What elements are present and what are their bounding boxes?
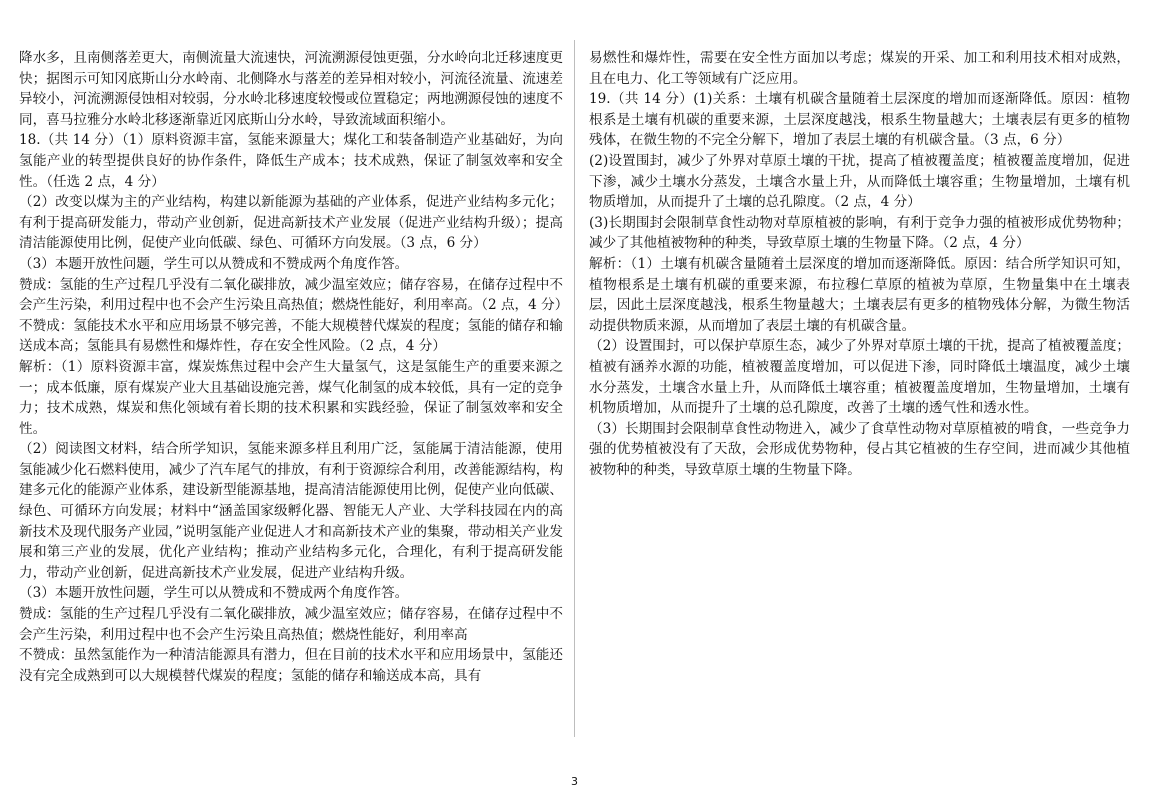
paragraph: 赞成：氢能的生产过程几乎没有二氧化碳排放，减少温室效应；储存容易，在储存过程中不会产生污染，利用过程中也不会产生污染且高热值；燃烧性能好，利用率高。（2 点，4 分） <box>19 276 569 314</box>
paragraph: 降水多，且南侧落差更大，南侧流量大流速快，河流溯源侵蚀更强，分水岭向北迁移速度更快；据图示可知冈底斯山分水岭南、北侧降水与落差的差异相对较小，河流径流量、流速差异较小，河流溯源侵蚀相对较弱，分水岭北移速度较慢或位置稳定；两地溯源侵蚀的速度不同，喜马拉雅分水岭北移逐渐靠近冈底斯山分水岭，导致流域面积缩小。 <box>19 50 563 128</box>
page-number: 3 <box>571 775 578 788</box>
paragraph: （2）设置围封，可以保护草原生态，减少了外界对草原土壤的干扰，提高了植被覆盖度；植被有涵养水源的功能，植被覆盖度增加，可以促进下渗，同时降低土壤温度，减少土壤水分蒸发，土壤含水量上升，从而降低土壤容重；植被覆盖度增加，生物量增加，土壤有机物质增加，从而提升了土壤的总孔隙度，改善了土壤的透气性和透水性。 <box>589 338 1130 417</box>
paragraph: （3）本题开放性问题，学生可以从赞成和不赞成两个角度作答。 <box>19 585 409 602</box>
column-divider <box>574 40 575 737</box>
paragraph: (2)设置围封，减少了外界对草原土壤的干扰，提高了植被覆盖度；植被覆盖度增加，促进下渗，减少土壤水分蒸发，土壤含水量上升，从而降低土壤容重；生物量增加，土壤有机物质增加，从而提升了土壤的总孔隙度。（2 点，4 分） <box>589 152 1130 211</box>
paragraph: 解析：（1）原料资源丰富，煤炭炼焦过程中会产生大量氢气，这是氢能生产的重要来源之一；成本低廉，原有煤炭产业大且基础设施完善，煤气化制氢的成本较低，具有一定的竞争力；技术成熟，煤炭和焦化领域有着长期的技术积累和实践经验，保证了制氢效率和安全性。 <box>19 358 563 437</box>
paragraph: （2）阅读图文材料，结合所学知识，氢能来源多样且利用广泛，氢能属于清洁能源，使用氢能减少化石燃料使用，减少了汽车尾气的排放，有利于资源综合利用，改善能源结构，构建多元化的能源产业体系，建设新型能源基地，提高清洁能源使用比例，促使产业向低碳、绿色、可循环方向发展；材料中“涵盖国家级孵化器、智能无人产业、大学科技园在内的高新技术及现代服务产业园，”说明氢能产业促进人才和高新技术产业的集聚，带动相关产业发展和第三产业的发展，优化产业结构；推动产业结构多元化，合理化，有利于提高研发能力，带动产业创新，促进高新技术产业发展，促进产业结构升级。 <box>19 441 563 581</box>
paragraph: 不赞成：氢能技术水平和应用场景不够完善，不能大规模替代煤炭的程度；氢能的储存和输送成本高；氢能具有易燃性和爆炸性，存在安全性风险。（2 点，4 分） <box>19 317 563 355</box>
paragraph: 赞成：氢能的生产过程几乎没有二氧化碳排放，减少温室效应；储存容易，在储存过程中不会产生污染，利用过程中也不会产生污染且高热值；燃烧性能好，利用率高 <box>19 606 563 643</box>
paragraph: （2）改变以煤为主的产业结构，构建以新能源为基础的产业体系，促进产业结构多元化；有利于提高研发能力，带动产业创新，促进高新技术产业发展（促进产业结构升级）；提高清洁能源使用比例，促使产业向低碳、绿色、可循环方向发展。（3 点，6 分） <box>19 194 563 252</box>
paragraph: 18.（共 14 分）（1）原料资源丰富，氢能来源量大；煤化工和装备制造产业基础好，为向氢能产业的转型提供良好的协作条件，降低生产成本；技术成熟，保证了制氢效率和安全性。（任选 2 点，4 分） <box>19 132 563 190</box>
paragraph: 易燃性和爆炸性，需要在安全性方面加以考虑；煤炭的开采、加工和利用技术相对成熟，且在电力、化工等领域有广泛应用。 <box>589 50 1130 87</box>
left-column <box>19 48 569 686</box>
paragraph: 不赞成：虽然氢能作为一种清洁能源具有潜力，但在目前的技术水平和应用场景中，氢能还没有完全成熟到可以大规模替代煤炭的程度；氢能的储存和输送成本高，具有 <box>19 647 563 684</box>
paragraph: （3）长期围封会限制草食性动物进入，减少了食草性动物对草原植被的啃食，一些竞争力强的优势植被没有了天敌，会形成优势物种，侵占其它植被的生存空间，进而减少其他植被物种的种类，导致草原土壤的生物量下降。 <box>589 420 1130 478</box>
paragraph: 19.（共 14 分）(1)关系：土壤有机碳含量随着土层深度的增加而逐渐降低。原因：植物根系是土壤有机碳的重要来源，土层深度越浅，根系生物量越大；土壤表层有更多的植物残体，在微生物的不完全分解下，增加了表层土壤的有机碳含量。（3 点，6 分） <box>589 91 1130 149</box>
paragraph: （3）本题开放性问题，学生可以从赞成和不赞成两个角度作答。 <box>19 255 409 272</box>
right-column <box>589 48 1130 480</box>
paragraph: 解析：（1）土壤有机碳含量随着土层深度的增加而逐渐降低。原因：结合所学知识可知，植物根系是土壤有机碳的重要来源，布拉穆仁草原的植被为草原，生物量集中在土壤表层，因此土层深度越浅，根系生物量越大；土壤表层有更多的植物残体分解，为微生物活动提供物质来源，从而增加了表层土壤的有机碳含量。 <box>589 255 1130 334</box>
paragraph: (3)长期围封会限制草食性动物对草原植被的影响，有利于竞争力强的植被形成优势物种；减少了其他植被物种的种类，导致草原土壤的生物量下降。（2 点，4 分） <box>589 214 1130 252</box>
